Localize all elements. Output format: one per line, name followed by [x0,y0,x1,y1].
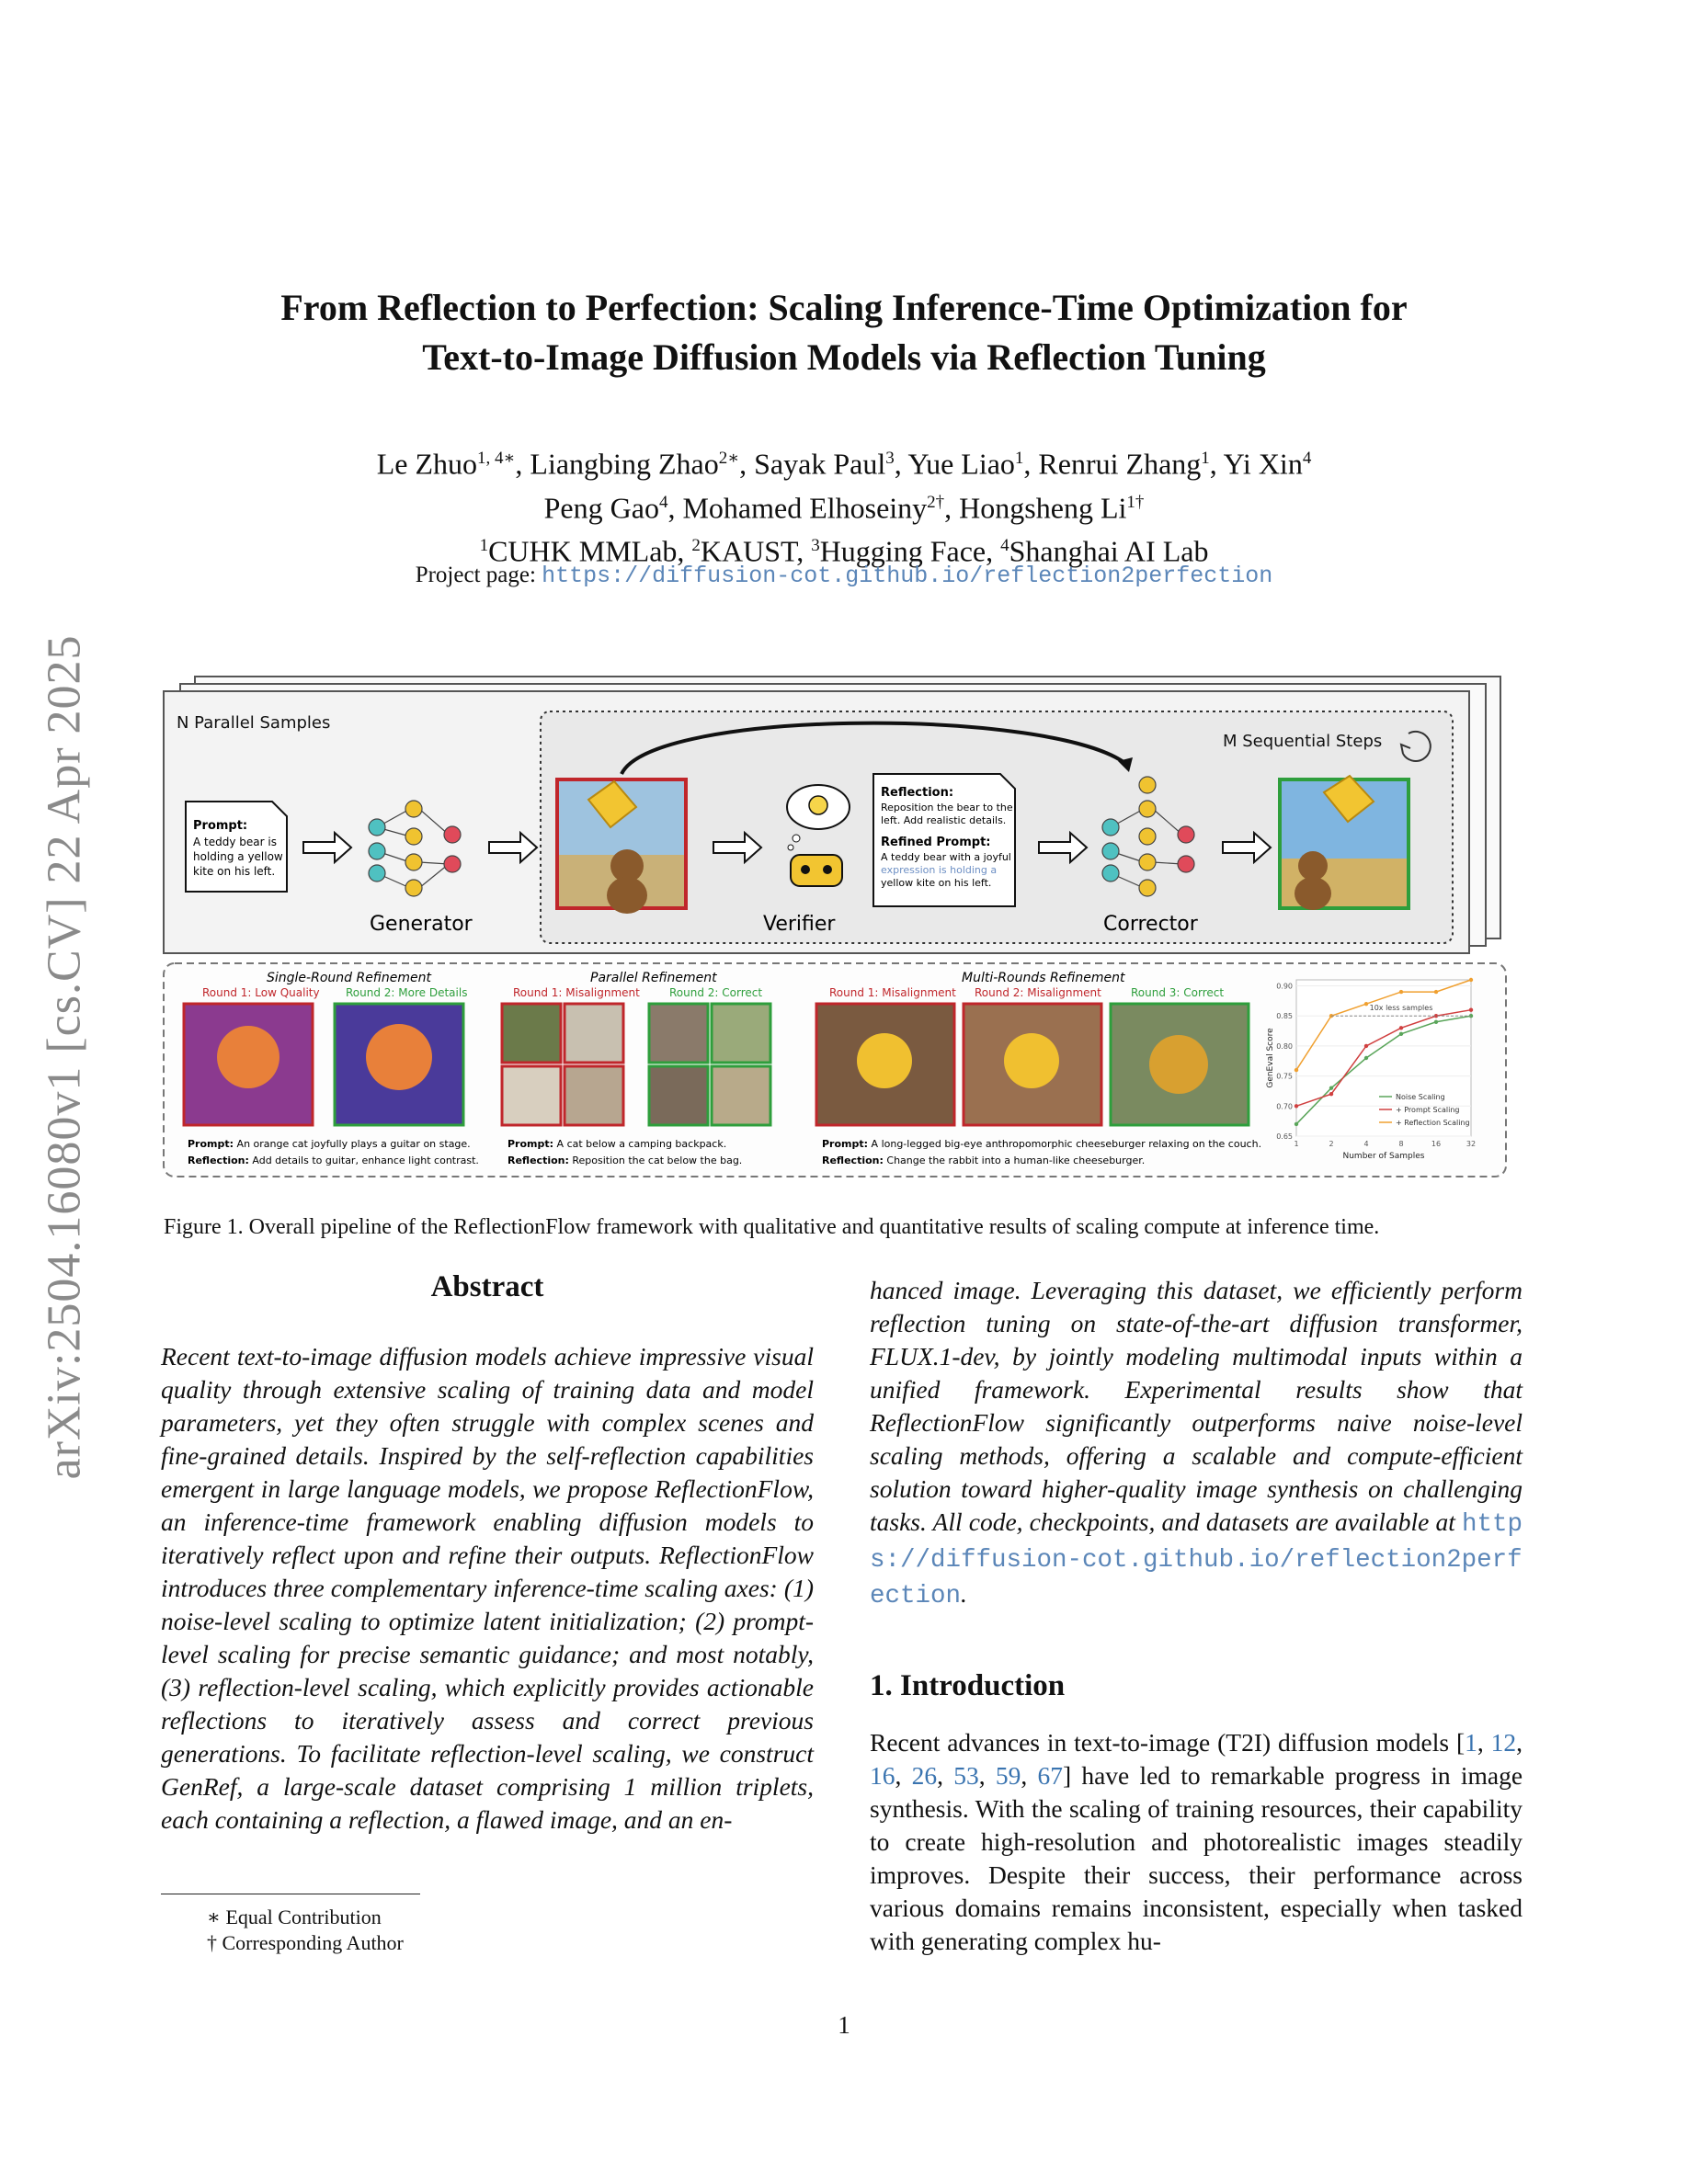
chart-point [1364,1044,1368,1048]
refined-line-3: yellow kite on his left. [881,877,992,889]
affiliation-line: $^1$CUHK MMLab, $^2$KAUST, $^3$Hugging Face, $^4$Shanghai AI Lab [479,534,1209,568]
scaling-chart [1266,978,1476,1161]
chart-ylabel: GenEval Score [1266,1028,1275,1088]
svg-text:Reflection: Change the rabbit: Reflection: Change the rabbit into a human-like cheeseburger. [822,1155,1146,1166]
chart-point [1399,1032,1403,1036]
verifier-label: Verifier [763,913,836,936]
generated-image-corrected [1280,776,1409,910]
abstract-heading: Abstract [430,1270,544,1303]
generator-label: Generator [370,913,473,936]
citation[interactable]: 53 [953,1761,979,1790]
chart-point [1469,1007,1473,1011]
author-line-2: Peng Gao$^4$, Mohamed Elhoseiny$^{2\dagger}$, Hongsheng $Li^{1\dagger}$ [543,491,1145,525]
prompt-line-2: holding a yellow [193,850,283,863]
chart-point [1295,1122,1298,1126]
footnote-corresponding: † Corresponding Author [207,1931,404,1954]
chart-xlabel: Number of Samples [1342,1152,1425,1161]
reflection-line-1: Reposition the bear to the [881,802,1013,813]
citation[interactable]: 67 [1037,1761,1063,1790]
chart-legend-entry: + Prompt Scaling [1396,1106,1460,1114]
citation[interactable]: 1 [1465,1728,1477,1757]
parallel-round-2: Round 2: Correct [669,986,763,999]
chart-xtick: 2 [1329,1140,1334,1148]
reflection-title: Reflection: [881,786,954,800]
prompt-line-1: A teddy bear is [193,836,277,848]
chart-point [1434,990,1438,994]
title-line-1: From Reflection to Perfection: Scaling Inference-Time Optimization for [280,287,1408,328]
figure-caption: Figure 1. Overall pipeline of the ReflectionFlow framework with qualitative and quantitative results of scaling compute at inference time. [164,1215,1380,1239]
chart-ytick: 0.75 [1276,1072,1293,1081]
chart-legend-entry: Noise Scaling [1396,1093,1445,1101]
code-link[interactable]: https://diffusion-cot.github.io/reflection2perfection [870,1510,1523,1610]
single-round-2: Round 2: More Details [346,986,468,999]
arxiv-id: arXiv:2504.16080v1 [cs.CV] 22 Apr 2025 [38,634,91,1480]
sequential-steps-label: M Sequential Steps [1223,732,1383,751]
svg-text:Prompt: An orange cat joyfully: Prompt: An orange cat joyfully plays a guitar on stage. [188,1138,471,1150]
citation[interactable]: 12 [1490,1728,1517,1757]
generated-image-flawed [557,779,686,914]
chart-point [1469,978,1473,982]
svg-text:Reflection: Add details to gui: Reflection: Add details to guitar, enhance light contrast. [188,1155,479,1166]
chart-point [1364,1056,1368,1060]
title-line-2: Text-to-Image Diffusion Models via Reflection Tuning [422,336,1266,378]
reflection-line-2: left. Add realistic details. [881,814,1007,826]
citation[interactable]: 59 [995,1761,1021,1790]
multi-round-2: Round 2: Misalignment [975,986,1101,999]
intro-heading: 1. Introduction [870,1669,1066,1702]
single-title: Single-Round Refinement [267,971,431,985]
abstract-continued: hanced image. Leveraging this dataset, we efficiently perform reflection tuning on state-of-the-art diffusion transformer, FLUX.1-dev, by jointly modeling multimodal inputs within a unified framework. Experimental results show that ReflectionFlow significantly outperforms naive noise-level scaling methods, offering a scalable and compute-efficient solution toward higher-quality image synthesis on challenging tasks. All code, checkpoints, and datasets are available at https://diffusion-cot.github.io/reflection2perfection. [870,1276,1523,1610]
chart-annotation: 10x less samples [1369,1004,1433,1013]
citation[interactable]: 16 [870,1761,895,1790]
project-page [0,563,1688,589]
paper-title [0,283,1688,382]
parallel-samples-label: N Parallel Samples [177,713,331,733]
chart-point [1399,1026,1403,1029]
page-number: 1 [838,2011,850,2039]
chart-point [1434,1020,1438,1024]
figure-1 [156,671,1526,1186]
chart-xtick: 8 [1398,1140,1404,1148]
author-block [0,439,1688,571]
prompt-line-3: kite on his left. [193,865,276,878]
project-link[interactable]: https://diffusion-cot.github.io/reflection2perfection [542,563,1273,589]
parallel-round-1: Round 1: Misalignment [513,986,640,999]
arxiv-stamp [28,570,101,1544]
corrector-label: Corrector [1103,913,1198,936]
chart-xtick: 1 [1294,1140,1299,1148]
chart-ytick: 0.90 [1276,982,1293,991]
refined-line-1: A teddy bear with a joyful [881,851,1011,863]
chart-point [1399,990,1403,994]
svg-text:Prompt: A long-legged big-eye: Prompt: A long-legged big-eye anthropomorphic cheeseburger relaxing on the couch. [822,1138,1262,1150]
single-round-1: Round 1: Low Quality [202,986,320,999]
footnotes [207,1905,404,1956]
prompt-title: Prompt: [193,819,248,833]
multi-title: Multi-Rounds Refinement [962,971,1125,985]
chart-point [1364,1002,1368,1006]
chart-ytick: 0.85 [1276,1012,1293,1021]
citation[interactable]: 26 [911,1761,938,1790]
intro-text: Recent advances in text-to-image (T2I) diffusion models [1, 12, 16, 26, 53, 59, 67] have led to remarkable progress in image synthesis. With the scaling of training resources, their capability to create high-resolution and photorealistic images steadily improves. Despite their success, their performance across various domains remains inconsistent, especially when tasked with generating complex hu- [870,1728,1523,1955]
chart-xtick: 32 [1466,1140,1477,1148]
parallel-title: Parallel Refinement [590,971,717,985]
svg-text:Prompt: A cat below a camping: Prompt: A cat below a camping backpack. [508,1138,727,1150]
project-label: Project page: [415,563,542,587]
multi-round-1: Round 1: Misalignment [829,986,956,999]
chart-ytick: 0.80 [1276,1041,1293,1051]
footnote-equal: ∗ Equal Contribution [207,1905,382,1928]
chart-xtick: 4 [1363,1140,1369,1148]
chart-ytick: 0.70 [1276,1102,1293,1111]
chart-point [1329,1086,1333,1089]
chart-legend-entry: + Reflection Scaling [1396,1119,1470,1127]
abstract-text: Recent text-to-image diffusion models achieve impressive visual quality through extensive scaling of training data and model parameters, yet they often struggle with complex scenes and fine-grained details. Inspired by the self-reflection capabilities emergent in large language models, we propose ReflectionFlow, an inference-time framework enabling diffusion models to iteratively reflect upon and refine their outputs. ReflectionFlow introduces three complementary inference-time scaling axes: (1) noise-level scaling to optimize latent initialization; (2) prompt-level scaling for precise semantic guidance; and most notably, (3) reflection-level scaling, which explicitly provides actionable reflections to iteratively assess and correct previous generations. To facilitate reflection-level scaling, we construct GenRef, a large-scale dataset comprising 1 million triplets, each containing a reflection, a flawed image, and an en- [161,1342,814,1834]
chart-xtick: 16 [1431,1140,1442,1148]
refined-line-2: expression is holding a [881,864,998,876]
chart-ytick: 0.65 [1276,1132,1293,1141]
svg-text:Reflection: Reposition the cat: Reflection: Reposition the cat below the bag. [508,1155,743,1166]
author-line-1: Le Zhuo$^{1, 4∗}$, Liangbing Zhao$^{2∗}$, Sayak Paul$^3$, Yue Liao$^1$, Renrui Zhang$^1$, Yi Xin$^4$ [376,447,1312,481]
chart-point [1295,1068,1298,1072]
multi-round-3: Round 3: Correct [1131,986,1225,999]
refined-prompt-title: Refined Prompt: [881,836,991,849]
chart-point [1295,1104,1298,1108]
chart-point [1329,1092,1333,1096]
